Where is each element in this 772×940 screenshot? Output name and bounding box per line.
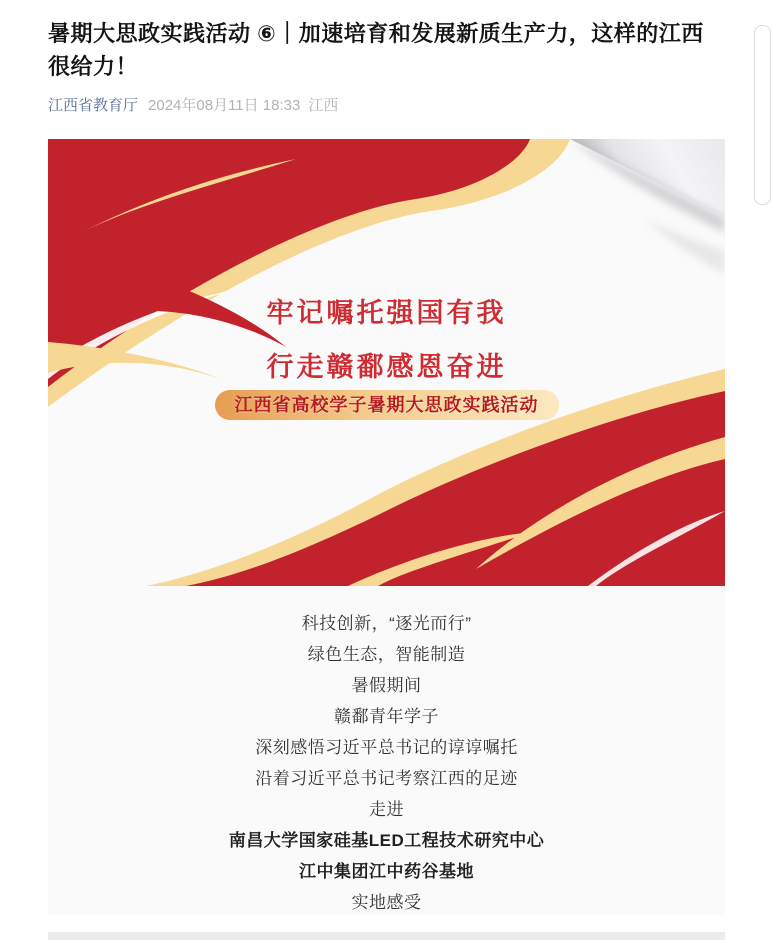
body-line: 走进 xyxy=(369,800,404,819)
publish-location: 江西 xyxy=(308,97,339,114)
body-line: 深刻感悟习近平总书记的谆谆嘱托 xyxy=(255,738,518,757)
page-title: 暑期大思政实践活动 ⑥｜加速培育和发展新质生产力，这样的江西很给力！ xyxy=(48,21,704,79)
scrollbar-thumb[interactable] xyxy=(754,25,771,205)
body-line: 实地感受 xyxy=(351,893,422,912)
article-meta xyxy=(48,96,725,116)
banner-badge: 江西省高校学子暑期大思政实践活动 xyxy=(215,390,559,420)
body-line: 江中集团江中药谷基地 xyxy=(299,862,474,881)
article-column xyxy=(48,0,725,940)
banner-headline-2: 行走赣鄱感恩奋进 xyxy=(266,352,507,382)
next-image-edge xyxy=(48,932,725,940)
account-link[interactable]: 江西省教育厅 xyxy=(48,97,139,114)
article-body xyxy=(48,586,725,915)
banner-headline-1: 牢记嘱托强国有我 xyxy=(266,298,507,328)
scrollbar-track[interactable] xyxy=(753,0,772,940)
body-line: 沿着习近平总书记考察江西的足迹 xyxy=(255,769,518,788)
publish-date: 2024年08月11日 18:33 xyxy=(148,97,301,114)
banner-image[interactable] xyxy=(48,139,725,586)
body-line: 暑假期间 xyxy=(351,676,422,695)
body-line: 南昌大学国家硅基LED工程技术研究中心 xyxy=(228,831,545,850)
body-line: 绿色生态，智能制造 xyxy=(307,645,466,664)
body-line: 科技创新，“逐光而行” xyxy=(301,614,472,633)
body-line: 赣鄱青年学子 xyxy=(334,707,439,726)
